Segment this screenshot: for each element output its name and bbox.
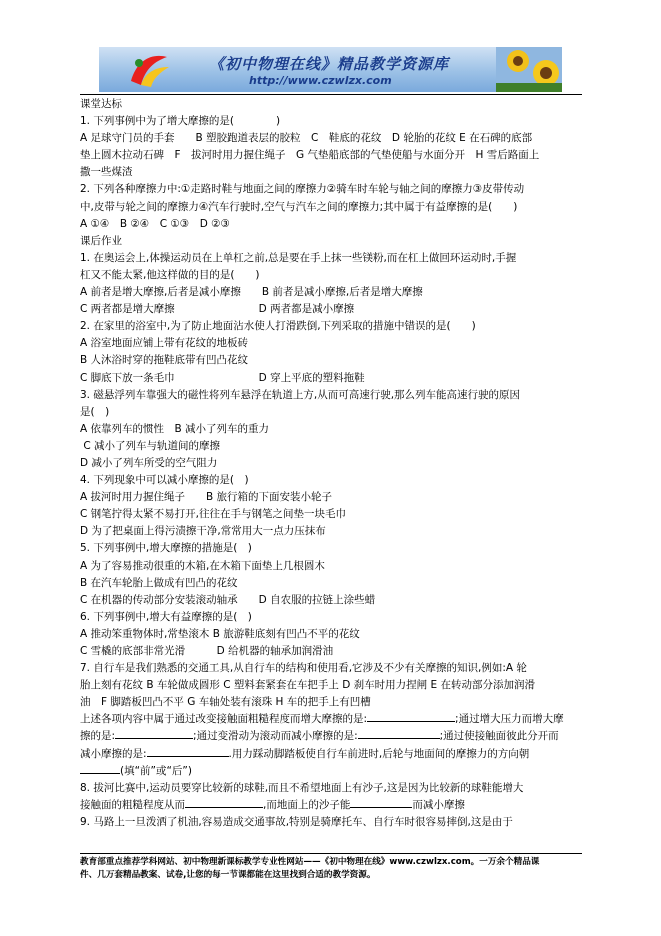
text-line: A 足球守门员的手套 B 塑胶跑道表层的胶粒 C 鞋底的花纹 D 轮胎的花纹 E 在石碑的底部 (80, 132, 533, 145)
text-line: A 拔河时用力握住绳子 B 旅行箱的下面安装小轮子 (80, 491, 333, 504)
text-line: 1. 在奥运会上,体操运动员在上单杠之前,总是要在手上抹一些镁粉,而在杠上做回环运动时,手握 (80, 251, 517, 264)
fill-blank-line (80, 728, 582, 745)
footer-line: 教育部重点推荐学科网站、初中物理新课标教学专业性网站——《初中物理在线》www.czwlzx.com。一万余个精品课 (80, 857, 540, 867)
section-heading: 课堂达标 (80, 98, 122, 110)
text-line: B 人沐浴时穿的拖鞋底带有凹凸花纹 (80, 354, 249, 367)
text-line: A 前者是增大摩擦,后者是减小摩擦 B 前者是减小摩擦,后者是增大摩擦 (80, 286, 423, 299)
text-fragment: .用力踩动脚踏板使自行车前进时,后轮与地面间的摩擦力的方向朝 (228, 747, 530, 760)
answer-blank[interactable] (358, 728, 440, 739)
footer-divider (80, 853, 582, 854)
text-line: B 在汽车轮胎上做成有凹凸的花纹 (80, 576, 238, 589)
text-line: 油 F 脚踏板凹凸不平 G 车轴处装有滚珠 H 车的把手上有凹槽 (80, 696, 371, 709)
text-line: 胎上刻有花纹 B 车轮做成圆形 C 塑料套紧套在车把手上 D 刹车时用力捏闸 E 在转动部分添加润滑 (80, 679, 535, 692)
answer-blank[interactable] (350, 797, 412, 808)
footer-line: 件、几万套精品教案、试卷,让您的每一节课都能在这里找到合适的教学资源。 (80, 870, 376, 880)
banner-url[interactable]: http://www.czwlzx.com (249, 74, 392, 87)
answer-blank[interactable] (367, 711, 455, 722)
text-line: C 两者都是增大摩擦 D 两者都是减小摩擦 (80, 303, 355, 316)
text-line: 4. 下列现象中可以减小摩擦的是( ) (80, 474, 249, 487)
header-divider (80, 94, 582, 95)
text-line: A 推动笨重物体时,常垫滚木 B 旅游鞋底刻有凹凸不平的花纹 (80, 627, 360, 640)
text-line: A 为了容易推动很重的木箱,在木箱下面垫上几根圆木 (80, 559, 325, 572)
banner-title: 《初中物理在线》精品教学资源库 (209, 55, 450, 73)
fill-blank-line (80, 763, 582, 780)
text-line: 9. 马路上一旦泼洒了机油,容易造成交通事故,特别是骑摩托车、自行车时很容易摔倒,这是由于 (80, 815, 513, 828)
sunflower-icon (496, 47, 562, 92)
fill-blank-line (80, 746, 582, 763)
text-fragment: 减小摩擦的是: (80, 747, 147, 760)
text-line: 垫上圆木拉动石碑 F 拔河时用力握住绳子 G 气垫船底部的气垫使船与水面分开 H 雪后路面上 (80, 149, 540, 162)
text-line: 3. 磁悬浮列车靠强大的磁性将列车悬浮在轨道上方,从而可高速行驶,那么列车能高速行驶的原因 (80, 388, 521, 401)
text-fragment: ;通过使接触面彼此分开而 (439, 730, 559, 743)
text-line: C 雪橇的底部非常光滑 D 给机器的轴承加润滑油 (80, 645, 334, 657)
text-line: C 脚底下放一条毛巾 D 穿上平底的塑料拖鞋 (80, 371, 365, 384)
text-line: A 依靠列车的惯性 B 减小了列车的重力 (80, 422, 270, 435)
text-line: 1. 下列事例中为了增大摩擦的是( ) (80, 115, 281, 128)
text-fragment: (填“前”或“后”) (120, 764, 192, 777)
document-body (80, 96, 582, 831)
text-line: 2. 下列各种摩擦力中:①走路时鞋与地面之间的摩擦力②骑车时车轮与轴之间的摩擦力③皮带传动 (80, 183, 525, 196)
text-line: A ①④ B ②④ C ①③ D ②③ (80, 217, 230, 230)
text-fragment: 接触面的粗糙程度从而 (80, 798, 185, 811)
text-line: 撒一些煤渣 (80, 166, 133, 179)
answer-blank[interactable] (80, 763, 120, 774)
answer-blank[interactable] (147, 746, 229, 757)
text-line: 杠又不能太紧,他这样做的目的是( ) (80, 268, 260, 281)
text-fragment: 而减小摩擦 (412, 798, 465, 811)
text-line: D 减小了列车所受的空气阻力 (80, 456, 218, 469)
section-heading: 课后作业 (80, 234, 122, 247)
answer-blank[interactable] (115, 728, 193, 739)
text-line: D 为了把桌面上得污渍擦干净,常常用大一点力压抹布 (80, 525, 326, 538)
text-line: A 浴室地面应铺上带有花纹的地板砖 (80, 337, 249, 350)
text-line: 8. 拔河比赛中,运动员要穿比较新的球鞋,而且不希望地面上有沙子,这是因为比较新的球鞋能增大 (80, 781, 524, 794)
answer-blank[interactable] (185, 797, 263, 808)
text-line: C 减小了列车与轨道间的摩擦 (80, 439, 221, 452)
text-fragment: ,而地面上的沙子能 (263, 798, 351, 811)
text-fragment: 擦的是: (80, 730, 116, 743)
text-fragment: 上述各项内容中属于通过改变接触面粗糙程度而增大摩擦的是: (80, 713, 368, 726)
text-line: 7. 自行车是我们熟悉的交通工具,从自行车的结构和使用看,它涉及不少有关摩擦的知识,例如:A 轮 (80, 662, 527, 675)
text-line: C 在机器的传动部分安装滚动轴承 D 自农服的拉链上涂些蜡 (80, 593, 376, 606)
text-fragment: ;通过增大压力而增大摩 (455, 713, 564, 726)
page-footer (80, 856, 582, 882)
text-line: 中,皮带与轮之间的摩擦力④汽车行驶时,空气与汽车之间的摩擦力;其中属于有益摩擦的是( ) (80, 200, 518, 213)
site-logo-icon (127, 51, 171, 89)
text-fragment: ;通过变滑动为滚动而减小摩擦的是: (193, 730, 358, 743)
text-line: 5. 下列事例中,增大摩擦的措施是( ) (80, 542, 252, 555)
text-line: 2. 在家里的浴室中,为了防止地面沾水使人打滑跌倒,下列采取的措施中错误的是( ) (80, 320, 476, 333)
text-line: 是( ) (80, 405, 110, 418)
header-banner (99, 47, 562, 92)
fill-blank-line (80, 797, 582, 814)
fill-blank-line (80, 711, 582, 728)
text-line: 6. 下列事例中,增大有益摩擦的是( ) (80, 610, 252, 623)
text-line: C 钢笔拧得太紧不易打开,往往在手与钢笔之间垫一块毛巾 (80, 508, 347, 521)
